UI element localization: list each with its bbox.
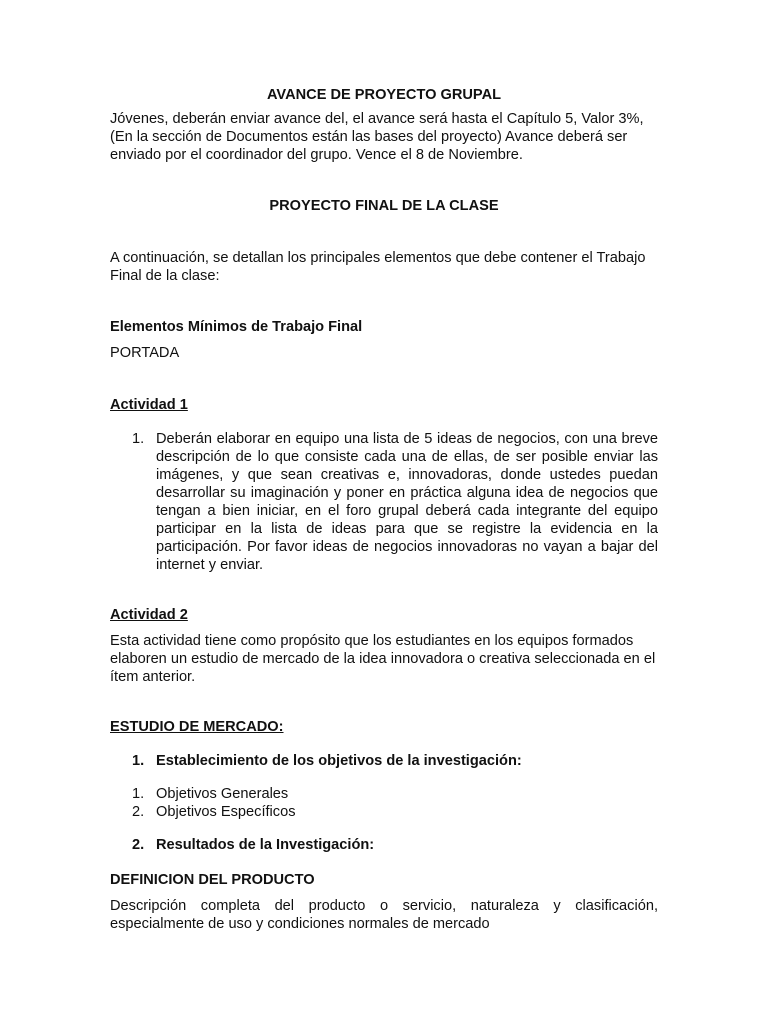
list-item	[110, 803, 658, 821]
heading-actividad-2: Actividad 2	[110, 607, 188, 623]
list-number: 1.	[132, 431, 145, 447]
list-number: 1.	[132, 753, 145, 769]
list-item	[110, 752, 658, 770]
list-number: 1.	[132, 786, 145, 802]
list-item	[110, 430, 658, 574]
list-item-text: Objetivos Específicos	[156, 804, 296, 820]
title-proyecto-final: PROYECTO FINAL DE LA CLASE	[269, 198, 499, 214]
list-item-text: Deberán elaborar en equipo una lista de 5 ideas de negocios, con una breve descripción de lo que consiste cada una de ellas, de ser posible enviar las imágenes, y que sean creativas e, innovadoras, donde ustedes puedan desarrollar su imaginación y poner en práctica alguna idea de negocios que tengan a bien iniciar, en el foro grupal deberá cada integrante del equipo participar en la lista de ideas para que se registre la evidencia en la participación. Por favor ideas de negocios innovadoras no vayan a bajar del internet y enviar.	[156, 431, 658, 573]
list-item	[110, 785, 658, 803]
list-item	[110, 836, 658, 854]
list-number: 2.	[132, 804, 145, 820]
list-item-text: Establecimiento de los objetivos de la investigación:	[156, 753, 522, 769]
heading-definicion-producto: DEFINICION DEL PRODUCTO	[110, 872, 315, 888]
intro-elements-paragraph: A continuación, se detallan los principales elementos que debe contener el Trabajo Final de la clase:	[110, 250, 646, 284]
title-avance: AVANCE DE PROYECTO GRUPAL	[266, 87, 502, 103]
heading-elementos-minimos: Elementos Mínimos de Trabajo Final	[110, 319, 363, 335]
estudio-list-1	[110, 752, 658, 770]
definicion-paragraph: Descripción completa del producto o servicio, naturaleza y clasificación, especialmente de uso y condiciones normales de mercado	[110, 898, 658, 932]
actividad-1-list	[110, 430, 658, 574]
actividad-2-paragraph: Esta actividad tiene como propósito que los estudiantes en los equipos formados elaboren un estudio de mercado de la idea innovadora o creativa seleccionada en el ítem anterior.	[110, 633, 656, 685]
objetivos-sublist	[110, 785, 658, 821]
list-number: 2.	[132, 837, 145, 853]
heading-estudio-mercado: ESTUDIO DE MERCADO:	[110, 719, 284, 735]
list-item-text: Resultados de la Investigación:	[156, 837, 375, 853]
heading-actividad-1: Actividad 1	[110, 397, 188, 413]
estudio-list-2	[110, 836, 658, 854]
intro-paragraph: Jóvenes, deberán enviar avance del, el avance será hasta el Capítulo 5, Valor 3%, (En la sección de Documentos están las bases del proyecto) Avance deberá ser enviado por el coordinador del grupo. Vence el 8 de Noviembre.	[110, 111, 644, 163]
list-item-text: Objetivos Generales	[156, 786, 289, 802]
portada-label: PORTADA	[110, 345, 180, 361]
